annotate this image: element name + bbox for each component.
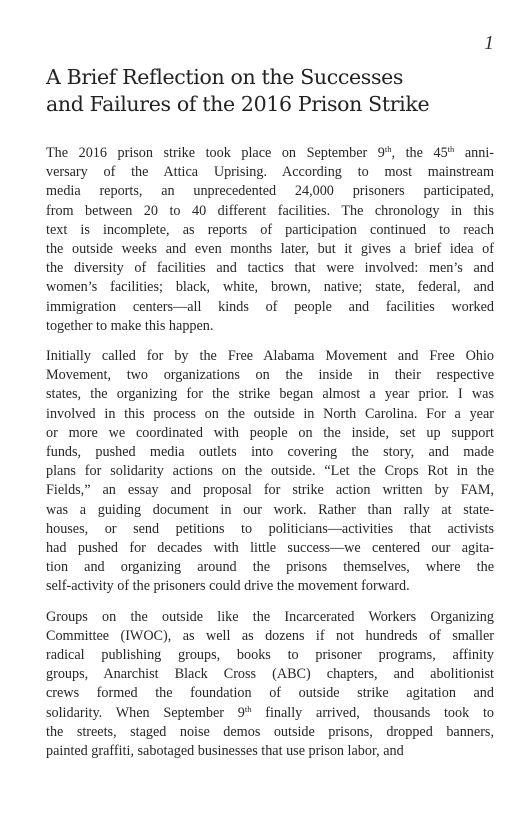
paragraph [46,608,494,762]
page-number: 1 [484,32,494,54]
text-run: Initially called for by the Free Alabama Movement and Free Ohio [46,348,494,365]
text-run: anni- [454,145,494,161]
text-line [46,520,494,539]
text-run: Movement, two organizations on the inside in their respective [46,367,494,384]
text-run: Committee (IWOC), as well as dozens if not hundreds of smaller [46,627,494,644]
text-line [46,443,494,462]
text-run: radical publishing groups, books to prisoner programs, affinity [46,647,494,664]
text-run: states, the organizing for the strike began almost a year prior. I was [46,386,494,403]
text-line [46,539,494,558]
text-run: together to make this happen. [46,317,214,334]
text-line [46,240,494,259]
body-text [46,144,494,772]
text-run: from between 20 to 40 different facilities. The chronology in this [46,202,494,219]
text-run: plans for solidarity actions on the outside. “Let the Crops Rot in the [46,463,494,480]
text-run: media reports, an unprecedented 24,000 prisoners participated, [46,183,494,200]
superscript: th [447,144,455,154]
text-line [46,577,494,596]
text-line [46,742,494,761]
text-run: the diversity of facilities and tactics that were involved: men’s and [46,260,494,277]
text-line [46,501,494,520]
text-run: involved in this process on the outside in North Carolina. For a year [46,405,494,422]
text-run: the outside weeks and even months later, but it gives a brief idea of [46,241,494,258]
text-line [46,385,494,404]
text-line [46,646,494,665]
text-run: groups, Anarchist Black Cross (ABC) chapters, and abolitionist [46,666,494,683]
text-line [46,298,494,317]
text-line [46,163,494,182]
text-run: the streets, staged noise demos outside prisons, dropped banners, [46,723,494,740]
text-run: had pushed for decades with little success—we centered our agita- [46,540,494,557]
superscript: th [244,703,252,714]
superscript: th [384,144,392,154]
text-line [46,366,494,385]
text-run: immigration centers—all kinds of people and facilities worked [46,298,494,315]
text-run: solidarity. When September 9 [46,704,245,721]
text-line [46,202,494,221]
text-run: painted graffiti, sabotaged businesses that use prison labor, and [46,743,404,760]
paragraph [46,144,494,336]
text-run: Groups on the outside like the Incarcerated Workers Organizing [46,608,494,625]
text-run: , the 45 [391,145,448,161]
text-line [46,627,494,646]
text-run: crews formed the foundation of outside strike agitation and [46,685,494,702]
paragraph [46,347,494,597]
text-run: text is incomplete, as reports of participation continued to reach [46,221,494,238]
text-run: tion and organizing around the prisons themselves, where the [46,559,494,576]
text-run: or more we coordinated with people on the inside, set up support [46,424,494,441]
text-line [46,558,494,577]
text-line [46,405,494,424]
text-line [46,424,494,443]
text-line [46,684,494,703]
text-run: houses, or send petitions to politicians—activities that activists [46,520,494,537]
text-run: was a guiding document in our work. Rather than rally at state- [46,501,494,518]
text-run: finally arrived, thousands took to [251,704,494,721]
text-run: The 2016 prison strike took place on September 9 [46,145,385,161]
text-line [46,317,494,336]
chapter-title-line-1: A Brief Reflection on the Successes [46,65,404,89]
text-line [46,665,494,684]
chapter-title [46,64,494,118]
text-line [46,278,494,297]
text-line [46,182,494,201]
text-line [46,221,494,240]
book-page [46,0,494,816]
text-run: versary of the Attica Uprising. According to most mainstream [46,164,494,181]
chapter-title-line-2: and Failures of the 2016 Prison Strike [46,92,430,116]
text-line [46,704,494,723]
text-run: funds, pushed media outlets into covering the story, and made [46,444,494,461]
text-line [46,347,494,366]
text-line [46,259,494,278]
text-line [46,723,494,742]
text-run: self-activity of the prisoners could drive the movement forward. [46,578,410,595]
text-line [46,144,494,163]
text-run: women’s facilities; black, white, brown, native; state, federal, and [46,279,494,296]
text-line [46,608,494,627]
text-line [46,462,494,481]
text-line [46,481,494,500]
text-run: Fields,” an essay and proposal for strike action written by FAM, [46,482,494,499]
